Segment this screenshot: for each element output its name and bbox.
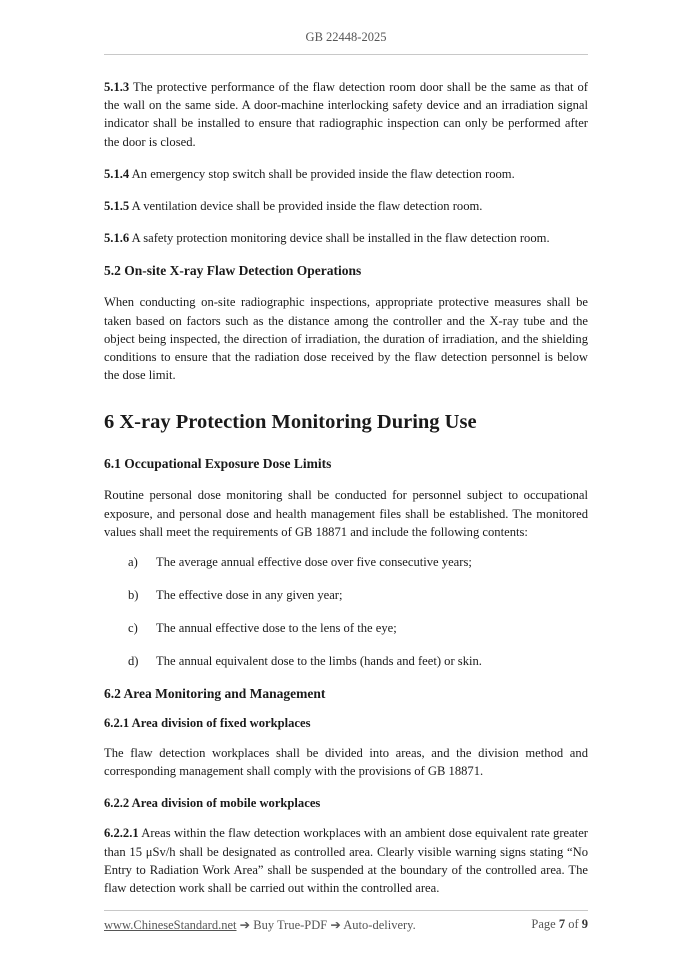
chapter-heading-6: 6 X-ray Protection Monitoring During Use	[104, 411, 477, 434]
clause-text: A ventilation device shall be provided inside the flaw detection room.	[131, 199, 483, 214]
arrow-icon: ➔	[330, 918, 341, 932]
page-total: 9	[581, 917, 588, 931]
chinesestandard-link[interactable]: www.ChineseStandard.net	[104, 918, 237, 932]
header-divider	[104, 54, 588, 55]
section-heading-5-2: 5.2 On-site X-ray Flaw Detection Operations	[104, 263, 362, 279]
page-indicator	[531, 917, 588, 933]
footer-links	[104, 917, 416, 933]
list-marker: b)	[128, 588, 139, 603]
clause-5-1-6	[104, 229, 588, 247]
list-item	[104, 553, 588, 571]
section-6-1-paragraph: Routine personal dose monitoring shall be conducted for personnel subject to occupational exposure, and personal dose and health management files shall be established. The monitored values shall meet the requirements of GB 18871 and include the following contents:	[104, 488, 588, 539]
section-5-2-paragraph: When conducting on-site radiographic inspections, appropriate protective measures shall be taken based on factors such as the distance among the controller and the X-ray tube and the object being inspected, the direction of irradiation, the duration of irradiation, and the shielding conditions to ensure that the radiation dose received by the flaw detection personnel is below the dose limit.	[104, 295, 588, 383]
list-marker: a)	[128, 555, 138, 570]
list-item	[104, 619, 588, 637]
page-word: Page	[531, 917, 556, 931]
page-header	[104, 30, 588, 45]
list-text: The effective dose in any given year;	[156, 588, 343, 603]
clause-5-1-5	[104, 197, 588, 215]
list-marker: d)	[128, 654, 139, 669]
page-number: 7	[558, 917, 566, 931]
clause-number: 5.1.5	[104, 199, 130, 214]
clause-text: Areas within the flaw detection workplaces with an ambient dose equivalent rate greater than 15 μSv/h shall be designated as controlled area. Clearly visible warning signs stating “No Entry to Radiation Work Area” shall be suspended at the boundary of the controlled area. The flaw detection work shall be carried out within the controlled area.	[104, 826, 588, 896]
subsection-6-2-1-paragraph: The flaw detection workplaces shall be divided into areas, and the division method and corresponding management shall comply with the provisions of GB 18871.	[104, 746, 588, 779]
list-item	[104, 652, 588, 670]
subsection-heading-6-2-2: 6.2.2 Area division of mobile workplaces	[104, 796, 321, 811]
clause-number: 5.1.3	[104, 80, 130, 94]
clause-text: An emergency stop switch shall be provided inside the flaw detection room.	[131, 166, 515, 181]
footer-divider	[104, 910, 588, 911]
auto-delivery-text: Auto-delivery.	[343, 918, 416, 932]
list-text: The average annual effective dose over five consecutive years;	[156, 555, 472, 570]
list-text: The annual equivalent dose to the limbs (hands and feet) or skin.	[156, 654, 482, 669]
page-footer	[104, 917, 588, 933]
clause-text: The protective performance of the flaw detection room door shall be the same as that of the wall on the same side. A door-machine interlocking safety device and an irradiation signal indicator shall be installed to ensure that radiographic inspection can only be performed after the door is closed.	[104, 80, 588, 149]
document-id: GB 22448-2025	[305, 30, 387, 44]
clause-number: 6.2.2.1	[104, 826, 139, 841]
clause-5-1-3	[104, 78, 588, 151]
list-text: The annual effective dose to the lens of the eye;	[156, 621, 397, 636]
clause-5-1-4	[104, 165, 588, 183]
section-heading-6-2: 6.2 Area Monitoring and Management	[104, 686, 326, 702]
arrow-icon: ➔	[239, 918, 251, 932]
clause-6-2-2-1	[104, 824, 588, 897]
section-heading-6-1: 6.1 Occupational Exposure Dose Limits	[104, 456, 332, 472]
list-item	[104, 586, 588, 604]
list-marker: c)	[128, 621, 138, 636]
subsection-heading-6-2-1: 6.2.1 Area division of fixed workplaces	[104, 716, 311, 731]
clause-number: 5.1.6	[104, 231, 130, 246]
clause-number: 5.1.4	[104, 166, 130, 181]
document-body	[104, 78, 588, 897]
buy-true-pdf-text: Buy True-PDF	[253, 918, 328, 932]
of-word: of	[568, 917, 579, 931]
clause-text: A safety protection monitoring device shall be installed in the flaw detection room.	[131, 231, 550, 246]
